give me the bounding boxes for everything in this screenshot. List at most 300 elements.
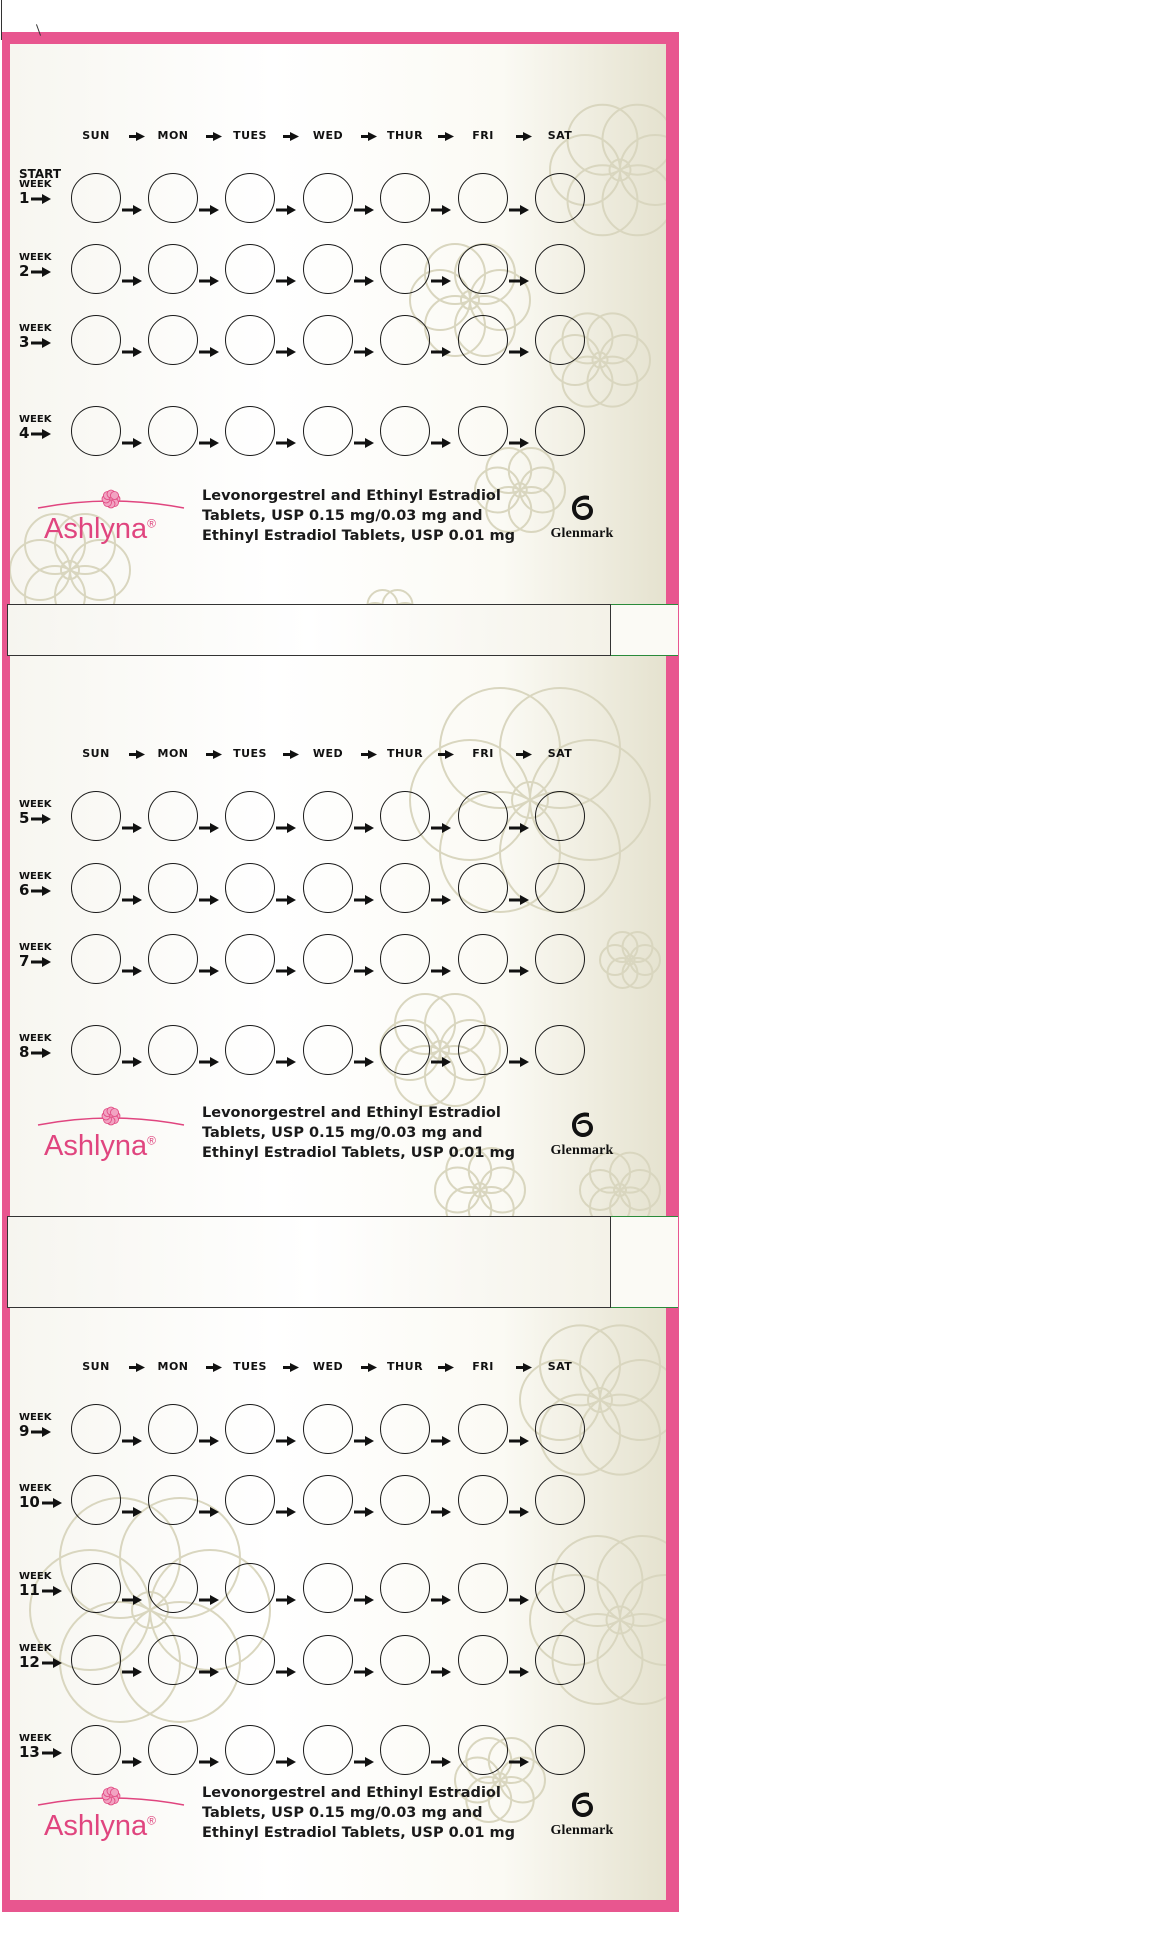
flower-icon xyxy=(36,1783,186,1813)
manufacturer-name: Glenmark xyxy=(550,1143,614,1158)
registered-mark: ® xyxy=(147,516,157,531)
pill-circle[interactable] xyxy=(225,1404,275,1454)
day-arrow-icon xyxy=(516,750,532,759)
pill-circle[interactable] xyxy=(71,1475,121,1525)
product-description xyxy=(202,486,515,546)
pill-circle[interactable] xyxy=(225,1563,275,1613)
week-label xyxy=(19,1034,51,1060)
row-arrow-icon xyxy=(509,1595,529,1605)
pill-circle[interactable] xyxy=(535,791,585,841)
row-arrow-icon xyxy=(276,438,296,448)
day-header: TUES xyxy=(233,129,267,142)
glenmark-logo-icon xyxy=(567,1789,597,1819)
pill-circle[interactable] xyxy=(225,934,275,984)
row-arrow-icon xyxy=(509,1667,529,1677)
week-arrow-icon xyxy=(31,338,51,348)
pill-circle[interactable] xyxy=(148,406,198,456)
row-arrow-icon xyxy=(354,1507,374,1517)
row-arrow-icon xyxy=(354,1057,374,1067)
strip-tab xyxy=(611,604,678,656)
pill-circle[interactable] xyxy=(71,1563,121,1613)
brand-name xyxy=(44,1810,156,1843)
week-number: 2 xyxy=(19,262,30,280)
flower-decoration-icon xyxy=(580,1153,660,1216)
week-arrow-icon xyxy=(42,1658,62,1668)
pill-circle[interactable] xyxy=(71,1725,121,1775)
day-arrow-icon xyxy=(206,1363,222,1372)
week-arrow-icon xyxy=(31,957,51,967)
week-word: WEEK xyxy=(19,1571,52,1582)
week-number: 13 xyxy=(19,1743,40,1761)
flower-decoration-icon xyxy=(520,1325,666,1474)
week-arrow-icon xyxy=(31,1427,51,1437)
row-arrow-icon xyxy=(431,205,451,215)
pill-circle[interactable] xyxy=(303,315,353,365)
pill-circle[interactable] xyxy=(535,863,585,913)
pill-circle[interactable] xyxy=(535,244,585,294)
registered-mark: ® xyxy=(147,1133,157,1148)
pill-circle[interactable] xyxy=(458,173,508,223)
pill-circle[interactable] xyxy=(303,1563,353,1613)
pill-circle[interactable] xyxy=(458,1635,508,1685)
row-arrow-icon xyxy=(199,1595,219,1605)
pill-circle[interactable] xyxy=(148,1404,198,1454)
day-header: THUR xyxy=(386,747,424,760)
pill-circle[interactable] xyxy=(535,1475,585,1525)
pill-circle[interactable] xyxy=(303,1475,353,1525)
day-header: TUES xyxy=(233,747,267,760)
flower-decoration-icon xyxy=(600,932,660,988)
flower-decoration-icon xyxy=(30,1498,270,1722)
pill-circle[interactable] xyxy=(535,1025,585,1075)
pill-circle[interactable] xyxy=(380,315,430,365)
row-arrow-icon xyxy=(509,966,529,976)
manufacturer-logo xyxy=(537,1789,627,1839)
week-arrow-icon xyxy=(42,1586,62,1596)
pill-circle[interactable] xyxy=(71,244,121,294)
row-arrow-icon xyxy=(354,895,374,905)
day-arrow-icon xyxy=(516,1363,532,1372)
pill-circle[interactable] xyxy=(535,1725,585,1775)
row-arrow-icon xyxy=(276,1507,296,1517)
pill-circle[interactable] xyxy=(458,1404,508,1454)
row-arrow-icon xyxy=(122,276,142,286)
pill-circle[interactable] xyxy=(458,934,508,984)
row-arrow-icon xyxy=(431,1436,451,1446)
day-header: FRI xyxy=(472,1360,494,1373)
glenmark-logo-icon xyxy=(567,1109,597,1139)
row-arrow-icon xyxy=(509,347,529,357)
day-arrow-icon xyxy=(438,1363,454,1372)
row-arrow-icon xyxy=(431,1595,451,1605)
row-arrow-icon xyxy=(199,276,219,286)
registered-mark: ® xyxy=(147,1813,157,1828)
pill-circle[interactable] xyxy=(225,791,275,841)
pill-circle[interactable] xyxy=(380,1725,430,1775)
week-arrow-icon xyxy=(31,1048,51,1058)
day-arrow-icon xyxy=(361,132,377,141)
pill-circle[interactable] xyxy=(225,1025,275,1075)
pill-circle[interactable] xyxy=(71,863,121,913)
week-number: 9 xyxy=(19,1422,30,1440)
pill-circle[interactable] xyxy=(148,863,198,913)
pill-circle[interactable] xyxy=(148,1563,198,1613)
week-arrow-icon xyxy=(42,1748,62,1758)
row-arrow-icon xyxy=(431,1507,451,1517)
pill-circle[interactable] xyxy=(535,1404,585,1454)
week-word: WEEK xyxy=(19,1483,52,1494)
pill-circle[interactable] xyxy=(71,173,121,223)
week-word: WEEK xyxy=(19,942,52,953)
manufacturer-name: Glenmark xyxy=(550,1823,614,1838)
row-arrow-icon xyxy=(354,347,374,357)
day-header: WED xyxy=(312,129,344,142)
week-word: WEEK xyxy=(19,1412,52,1423)
week-word: WEEK xyxy=(19,179,52,190)
row-arrow-icon xyxy=(122,1667,142,1677)
row-arrow-icon xyxy=(276,276,296,286)
pill-circle[interactable] xyxy=(458,244,508,294)
description-line: Ethinyl Estradiol Tablets, USP 0.01 mg xyxy=(202,1145,515,1161)
pill-circle[interactable] xyxy=(71,315,121,365)
pill-circle[interactable] xyxy=(458,315,508,365)
pill-circle[interactable] xyxy=(380,173,430,223)
week-number: 12 xyxy=(19,1653,40,1671)
day-arrow-icon xyxy=(438,750,454,759)
flower-decoration-icon xyxy=(360,590,420,604)
row-arrow-icon xyxy=(276,895,296,905)
perforation-strip xyxy=(7,604,611,656)
week-number: 3 xyxy=(19,333,30,351)
pill-circle[interactable] xyxy=(148,173,198,223)
day-arrow-icon xyxy=(129,750,145,759)
product-description xyxy=(202,1783,515,1843)
blister-panel xyxy=(10,44,666,604)
row-arrow-icon xyxy=(276,1057,296,1067)
pill-circle[interactable] xyxy=(535,1635,585,1685)
pill-circle[interactable] xyxy=(225,406,275,456)
pill-circle[interactable] xyxy=(535,1563,585,1613)
pill-circle[interactable] xyxy=(380,244,430,294)
week-label xyxy=(19,415,51,441)
row-arrow-icon xyxy=(276,1595,296,1605)
row-arrow-icon xyxy=(122,1057,142,1067)
day-header: MON xyxy=(157,747,189,760)
row-arrow-icon xyxy=(199,438,219,448)
row-arrow-icon xyxy=(199,895,219,905)
pill-circle[interactable] xyxy=(148,244,198,294)
pill-circle[interactable] xyxy=(458,1725,508,1775)
pill-circle[interactable] xyxy=(225,1725,275,1775)
week-label xyxy=(19,1484,62,1510)
brand-name-text: Ashlyna xyxy=(44,1810,148,1842)
flower-icon xyxy=(36,486,186,516)
row-arrow-icon xyxy=(122,347,142,357)
pill-circle[interactable] xyxy=(303,244,353,294)
flower-decoration-icon xyxy=(410,688,650,912)
day-arrow-icon xyxy=(206,132,222,141)
pill-circle[interactable] xyxy=(303,1725,353,1775)
row-arrow-icon xyxy=(122,1436,142,1446)
pill-circle[interactable] xyxy=(71,791,121,841)
row-arrow-icon xyxy=(122,1757,142,1767)
pill-circle[interactable] xyxy=(71,1635,121,1685)
pill-circle[interactable] xyxy=(303,1404,353,1454)
row-arrow-icon xyxy=(122,823,142,833)
row-arrow-icon xyxy=(431,438,451,448)
row-arrow-icon xyxy=(509,895,529,905)
row-arrow-icon xyxy=(354,438,374,448)
row-arrow-icon xyxy=(509,1507,529,1517)
pill-circle[interactable] xyxy=(380,1563,430,1613)
day-header: SUN xyxy=(82,129,110,142)
day-arrow-icon xyxy=(283,132,299,141)
day-arrow-icon xyxy=(438,132,454,141)
pill-circle[interactable] xyxy=(380,791,430,841)
pill-circle[interactable] xyxy=(148,1475,198,1525)
pill-circle[interactable] xyxy=(380,1404,430,1454)
week-arrow-icon xyxy=(31,194,51,204)
pill-circle[interactable] xyxy=(535,934,585,984)
row-arrow-icon xyxy=(199,1057,219,1067)
row-arrow-icon xyxy=(431,966,451,976)
week-label xyxy=(19,1413,51,1439)
pill-circle[interactable] xyxy=(303,173,353,223)
week-label xyxy=(19,253,51,279)
blister-panel xyxy=(10,1308,666,1900)
pill-circle[interactable] xyxy=(303,406,353,456)
day-header: WED xyxy=(312,747,344,760)
week-word: WEEK xyxy=(19,323,52,334)
week-number: 5 xyxy=(19,809,30,827)
row-arrow-icon xyxy=(276,966,296,976)
day-header: MON xyxy=(157,1360,189,1373)
week-arrow-icon xyxy=(42,1498,62,1508)
pill-circle[interactable] xyxy=(148,1025,198,1075)
brand-name-text: Ashlyna xyxy=(44,513,148,545)
row-arrow-icon xyxy=(199,1436,219,1446)
pill-circle[interactable] xyxy=(380,863,430,913)
week-label xyxy=(19,872,51,898)
row-arrow-icon xyxy=(509,1757,529,1767)
pill-circle[interactable] xyxy=(148,315,198,365)
row-arrow-icon xyxy=(354,1757,374,1767)
day-header: FRI xyxy=(472,747,494,760)
row-arrow-icon xyxy=(199,1757,219,1767)
pill-circle[interactable] xyxy=(71,1404,121,1454)
description-line: Tablets, USP 0.15 mg/0.03 mg and xyxy=(202,1805,483,1821)
week-number: 4 xyxy=(19,424,30,442)
description-line: Levonorgestrel and Ethinyl Estradiol xyxy=(202,1105,501,1121)
row-arrow-icon xyxy=(509,276,529,286)
day-header: SUN xyxy=(82,747,110,760)
blister-panel xyxy=(10,656,666,1216)
pill-circle[interactable] xyxy=(380,1635,430,1685)
row-arrow-icon xyxy=(276,1667,296,1677)
pill-circle[interactable] xyxy=(71,1025,121,1075)
day-header: THUR xyxy=(386,1360,424,1373)
row-arrow-icon xyxy=(431,347,451,357)
pill-circle[interactable] xyxy=(380,934,430,984)
week-number: 10 xyxy=(19,1493,40,1511)
week-arrow-icon xyxy=(31,814,51,824)
pill-circle[interactable] xyxy=(303,934,353,984)
row-arrow-icon xyxy=(509,823,529,833)
pill-circle[interactable] xyxy=(458,1475,508,1525)
pill-circle[interactable] xyxy=(458,863,508,913)
row-arrow-icon xyxy=(276,1436,296,1446)
week-number: 11 xyxy=(19,1581,40,1599)
day-header: WED xyxy=(312,1360,344,1373)
week-word: WEEK xyxy=(19,1033,52,1044)
pill-circle[interactable] xyxy=(303,1635,353,1685)
day-header: TUES xyxy=(233,1360,267,1373)
week-number: 1 xyxy=(19,189,30,207)
day-arrow-icon xyxy=(283,750,299,759)
day-arrow-icon xyxy=(129,1363,145,1372)
row-arrow-icon xyxy=(431,1057,451,1067)
row-arrow-icon xyxy=(354,1595,374,1605)
product-description xyxy=(202,1103,515,1163)
description-line: Tablets, USP 0.15 mg/0.03 mg and xyxy=(202,508,483,524)
description-line: Levonorgestrel and Ethinyl Estradiol xyxy=(202,1785,501,1801)
pill-circle[interactable] xyxy=(71,934,121,984)
row-arrow-icon xyxy=(431,1757,451,1767)
pill-circle[interactable] xyxy=(535,315,585,365)
manufacturer-logo xyxy=(537,492,627,542)
week-number: 6 xyxy=(19,881,30,899)
flower-icon xyxy=(36,1103,186,1133)
row-arrow-icon xyxy=(122,1595,142,1605)
row-arrow-icon xyxy=(509,205,529,215)
row-arrow-icon xyxy=(122,966,142,976)
row-arrow-icon xyxy=(431,823,451,833)
day-arrow-icon xyxy=(283,1363,299,1372)
week-label xyxy=(19,943,51,969)
pill-circle[interactable] xyxy=(458,1025,508,1075)
pill-circle[interactable] xyxy=(303,791,353,841)
row-arrow-icon xyxy=(276,823,296,833)
row-arrow-icon xyxy=(354,823,374,833)
pill-circle[interactable] xyxy=(148,791,198,841)
day-arrow-icon xyxy=(206,750,222,759)
pill-circle[interactable] xyxy=(380,406,430,456)
day-header: THUR xyxy=(386,129,424,142)
week-word: WEEK xyxy=(19,1643,52,1654)
pill-circle[interactable] xyxy=(380,1025,430,1075)
row-arrow-icon xyxy=(276,1757,296,1767)
pill-circle[interactable] xyxy=(303,1025,353,1075)
pill-circle[interactable] xyxy=(380,1475,430,1525)
pill-circle[interactable] xyxy=(458,406,508,456)
day-header: SUN xyxy=(82,1360,110,1373)
row-arrow-icon xyxy=(199,966,219,976)
pill-circle[interactable] xyxy=(148,934,198,984)
row-arrow-icon xyxy=(431,895,451,905)
row-arrow-icon xyxy=(354,205,374,215)
description-line: Tablets, USP 0.15 mg/0.03 mg and xyxy=(202,1125,483,1141)
trim-line-left xyxy=(1,0,2,40)
pill-circle[interactable] xyxy=(225,863,275,913)
brand-name-text: Ashlyna xyxy=(44,1130,148,1162)
day-header: SAT xyxy=(547,1360,573,1373)
strip-tab xyxy=(611,1216,678,1308)
week-word: WEEK xyxy=(19,414,52,425)
day-arrow-icon xyxy=(129,132,145,141)
pill-circle[interactable] xyxy=(225,1475,275,1525)
pill-circle[interactable] xyxy=(225,173,275,223)
row-arrow-icon xyxy=(276,205,296,215)
pill-circle[interactable] xyxy=(71,406,121,456)
row-arrow-icon xyxy=(354,276,374,286)
pill-circle[interactable] xyxy=(458,1563,508,1613)
week-label xyxy=(19,800,51,826)
pill-circle[interactable] xyxy=(458,791,508,841)
row-arrow-icon xyxy=(509,1057,529,1067)
row-arrow-icon xyxy=(199,823,219,833)
manufacturer-name: Glenmark xyxy=(550,526,614,541)
day-arrow-icon xyxy=(361,750,377,759)
row-arrow-icon xyxy=(354,1667,374,1677)
day-header: FRI xyxy=(472,129,494,142)
day-header: SAT xyxy=(547,129,573,142)
week-word: WEEK xyxy=(19,871,52,882)
glenmark-logo-icon xyxy=(567,492,597,522)
row-arrow-icon xyxy=(276,347,296,357)
row-arrow-icon xyxy=(199,1507,219,1517)
pill-circle[interactable] xyxy=(225,1635,275,1685)
row-arrow-icon xyxy=(354,966,374,976)
week-label xyxy=(19,1644,62,1670)
week-word: WEEK xyxy=(19,799,52,810)
pill-circle[interactable] xyxy=(148,1725,198,1775)
pill-circle[interactable] xyxy=(148,1635,198,1685)
week-label xyxy=(19,168,61,206)
week-word: WEEK xyxy=(19,1733,52,1744)
start-label: START xyxy=(19,167,62,181)
week-arrow-icon xyxy=(31,267,51,277)
week-number: 8 xyxy=(19,1043,30,1061)
row-arrow-icon xyxy=(431,276,451,286)
row-arrow-icon xyxy=(122,438,142,448)
pill-circle[interactable] xyxy=(225,244,275,294)
row-arrow-icon xyxy=(431,1667,451,1677)
row-arrow-icon xyxy=(199,1667,219,1677)
row-arrow-icon xyxy=(199,347,219,357)
week-label xyxy=(19,324,51,350)
pill-circle[interactable] xyxy=(303,863,353,913)
week-label xyxy=(19,1572,62,1598)
week-label xyxy=(19,1734,62,1760)
pill-circle[interactable] xyxy=(225,315,275,365)
row-arrow-icon xyxy=(122,1507,142,1517)
day-header: MON xyxy=(157,129,189,142)
row-arrow-icon xyxy=(354,1436,374,1446)
description-line: Ethinyl Estradiol Tablets, USP 0.01 mg xyxy=(202,1825,515,1841)
description-line: Ethinyl Estradiol Tablets, USP 0.01 mg xyxy=(202,528,515,544)
row-arrow-icon xyxy=(122,895,142,905)
week-number: 7 xyxy=(19,952,30,970)
description-line: Levonorgestrel and Ethinyl Estradiol xyxy=(202,488,501,504)
pill-circle[interactable] xyxy=(535,173,585,223)
pill-circle[interactable] xyxy=(535,406,585,456)
week-arrow-icon xyxy=(31,429,51,439)
manufacturer-logo xyxy=(537,1109,627,1159)
perforation-strip xyxy=(7,1216,611,1308)
brand-name xyxy=(44,513,156,546)
day-header: SAT xyxy=(547,747,573,760)
row-arrow-icon xyxy=(122,205,142,215)
